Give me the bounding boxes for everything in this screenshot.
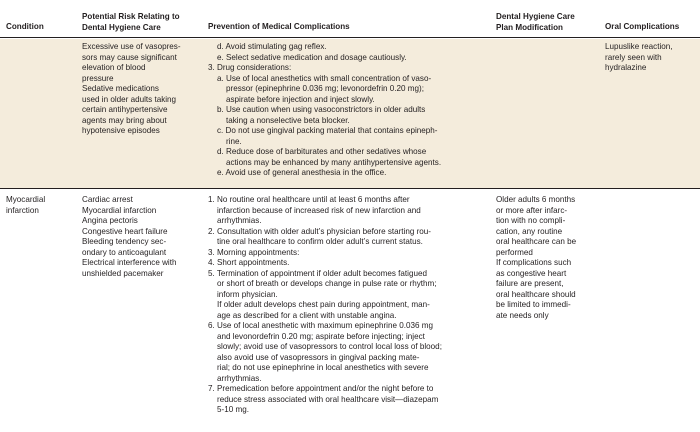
htn-risk-line: pressure [82, 73, 114, 83]
mi-risk-line: Bleeding tendency sec- [82, 237, 167, 246]
mi-plan-cell [496, 195, 576, 321]
mi-plan-line: or more after infarc- [496, 205, 568, 215]
mi-prevention-line: If older adult develops chest pain during appointment, man- [217, 300, 430, 309]
htn-risk-line: hypotensive episodes [82, 126, 160, 135]
mi-plan-line: cation, any routine [496, 226, 563, 236]
mi-plan-line: failure are present, [496, 279, 564, 288]
mi-prevention-line: 2. Consultation with older adult’s physician before starting rou- [208, 226, 432, 236]
htn-risk-cell [82, 42, 181, 137]
mi-plan-line: Older adults 6 months [496, 195, 576, 204]
row-divider [0, 188, 700, 189]
htn-oral-line: hydralazine [605, 63, 647, 72]
mi-risk-line: Angina pectoris [82, 216, 138, 225]
header-prevention: Prevention of Medical Complications [208, 22, 350, 31]
mi-prevention-line: 1. No routine oral healthcare until at least 6 months after [208, 195, 410, 204]
mi-prevention-line: 3. Morning appointments: [208, 247, 300, 257]
mi-prevention-line: 5. Termination of appointment if older adult becomes fatigued [208, 268, 427, 278]
header-plan [496, 12, 575, 33]
mi-risk-line: Cardiac arrest [82, 195, 133, 204]
htn-risk-line: elevation of blood [82, 63, 146, 72]
mi-prevention-line: infarction because of increased risk of new infarction and [217, 205, 421, 215]
header-risk-line-1: Potential Risk Relating to [82, 12, 180, 21]
htn-prevention-line: rine. [226, 136, 242, 146]
mi-condition-line: Myocardial [6, 195, 46, 204]
mi-risk-line: unshielded pacemaker [82, 268, 164, 278]
mi-condition-cell [6, 195, 45, 216]
mi-prevention-line: tine oral healthcare to confirm older adult’s current status. [217, 237, 423, 246]
mi-prevention-line: slowly; avoid use of vasopressors to control local loss of blood; [217, 342, 442, 351]
mi-plan-line: If complications such [496, 258, 572, 267]
mi-prevention-line: 4. Short appointments. [208, 258, 290, 267]
mi-prevention-line: inform physician. [217, 289, 278, 299]
header-plan-line-1: Dental Hygiene Care [496, 12, 575, 21]
mi-prevention-line: 7. Premedication before appointment and/or the night before to [208, 384, 434, 393]
htn-risk-line: sors may cause significant [82, 52, 177, 62]
header-risk-line-2: Dental Hygiene Care [82, 22, 161, 32]
htn-risk-line: used in older adults taking [82, 94, 177, 104]
htn-prevention-line: e. Select sedative medication and dosage cautiously. [217, 52, 407, 62]
htn-prevention-line: c. Do not use gingival packing material that contains epineph- [217, 126, 438, 135]
mi-plan-line: performed [496, 247, 533, 257]
mi-plan-line: tion with no compli- [496, 216, 566, 225]
htn-prevention-line: actions may be enhanced by many antihypertensive agents. [226, 157, 442, 167]
mi-risk-cell [82, 195, 176, 279]
htn-prevention-line: a. Use of local anesthetics with small concentration of vaso- [217, 73, 432, 83]
mi-risk-line: Myocardial infarction [82, 205, 157, 215]
htn-risk-line: Excessive use of vasopres- [82, 42, 181, 51]
mi-condition-line: infarction [6, 205, 39, 215]
mi-prevention-line: 5-10 mg. [217, 405, 249, 414]
mi-plan-line: ate needs only [496, 310, 549, 320]
mi-prevention-line: and levonordefrin 0.20 mg; aspirate before injecting; inject [217, 331, 425, 341]
htn-risk-line: agents may bring about [82, 115, 167, 125]
htn-prevention-line: e. Avoid use of general anesthesia in the office. [217, 168, 387, 177]
mi-risk-line: Electrical interference with [82, 258, 177, 267]
htn-prevention-cell [208, 42, 441, 179]
mi-plan-line: as congestive heart [496, 268, 567, 278]
mi-plan-line: be limited to immedi- [496, 300, 571, 309]
mi-risk-line: ondary to anticoagulant [82, 247, 167, 257]
header-plan-line-2: Plan Modification [496, 22, 563, 32]
header-oral: Oral Complications [605, 22, 680, 31]
mi-prevention-line: arrhythmias. [217, 373, 262, 383]
htn-risk-line: certain antihypertensive [82, 105, 168, 114]
header-condition: Condition [6, 22, 44, 31]
mi-prevention-line: also avoid use of vasopressors in gingival packing mate- [217, 352, 420, 362]
htn-prevention-line: aspirate before injection and inject slowly. [226, 94, 375, 104]
mi-prevention-cell [208, 195, 442, 416]
mi-plan-line: oral healthcare should [496, 289, 576, 299]
mi-prevention-line: 6. Use of local anesthetic with maximum epinephrine 0.036 mg [208, 321, 433, 330]
htn-prevention-line: taking a nonselective beta blocker. [226, 115, 350, 125]
mi-prevention-line: or short of breath or develops change in pulse rate or rhythm; [217, 279, 437, 288]
mi-prevention-line: rial; do not use epinephrine in local anesthetics with severe [217, 363, 429, 372]
htn-prevention-line: d. Reduce dose of barbiturates and other sedatives whose [217, 147, 427, 156]
table-header [0, 0, 700, 38]
mi-prevention-line: age as described for a client with unstable angina. [217, 310, 397, 320]
htn-prevention-line: pressor (epinephrine 0.036 mg; levonordefrin 0.20 mg); [226, 84, 424, 93]
mi-prevention-line: arrhythmias. [217, 216, 262, 225]
htn-risk-line: Sedative medications [82, 84, 159, 93]
htn-prevention-line: 3. Drug considerations: [208, 63, 292, 72]
header-risk [82, 12, 180, 33]
mi-risk-line: Congestive heart failure [82, 226, 168, 236]
header-rule [0, 37, 700, 38]
htn-oral-line: rarely seen with [605, 52, 662, 62]
htn-oral-cell [605, 42, 673, 74]
htn-prevention-line: b. Use caution when using vasoconstrictors in older adults [217, 105, 426, 114]
htn-oral-line: Lupuslike reaction, [605, 42, 673, 51]
mi-prevention-line: reduce stress associated with oral healthcare visit—diazepam [217, 394, 439, 404]
htn-prevention-line: d. Avoid stimulating gag reflex. [217, 42, 327, 51]
mi-plan-line: oral healthcare can be [496, 237, 577, 246]
